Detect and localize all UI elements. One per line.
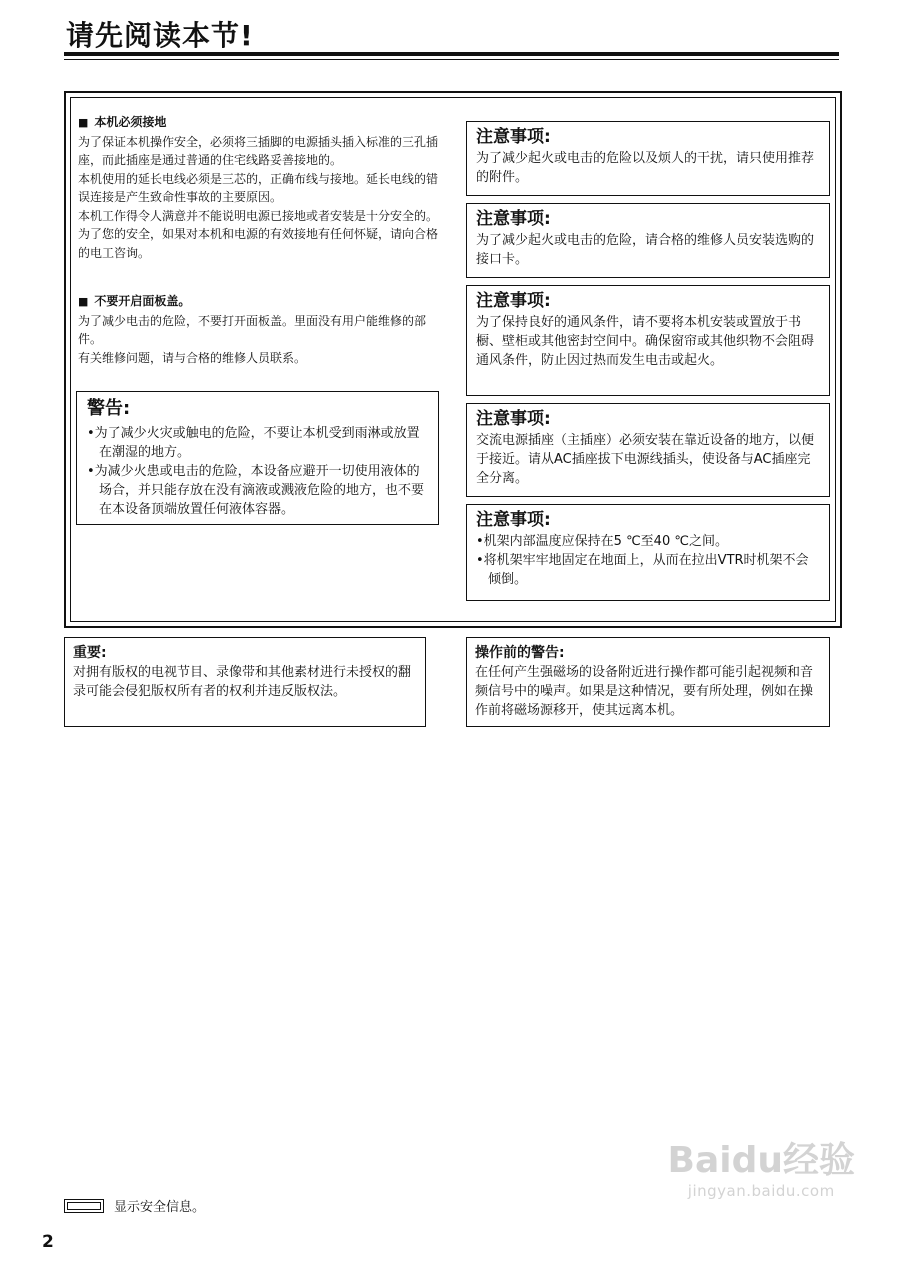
caution-box xyxy=(466,285,830,396)
section-heading: ■ 不要开启面板盖。 xyxy=(78,294,191,308)
important-box xyxy=(64,637,426,727)
section-grounding xyxy=(78,113,438,262)
important-body: 对拥有版权的电视节目、录像带和其他素材进行未授权的翻录可能会侵犯版权所有者的权利并违反版权法。 xyxy=(73,665,412,699)
warning-title: 警告: xyxy=(87,398,131,419)
paragraph: 本机使用的延长电线必须是三芯的，正确布线与接地。延长电线的错误连接是产生致命性事故的主要原因。 xyxy=(78,171,439,204)
legend-text: 显示安全信息。 xyxy=(114,1200,206,1215)
important-title: 重要: xyxy=(73,645,107,661)
square-bullet-icon: ■ xyxy=(78,116,89,129)
caution-bullet: •机架内部温度应保持在5 ℃至40 ℃之间。 xyxy=(476,534,728,549)
paragraph: 本机工作得令人满意并不能说明电源已接地或者安装是十分安全的。 xyxy=(78,208,439,223)
caution-title: 注意事项: xyxy=(476,127,551,147)
watermark-logo: Baidu经验 xyxy=(667,1140,855,1181)
pre-operation-title: 操作前的警告: xyxy=(475,645,565,661)
caution-box xyxy=(466,403,830,497)
section-heading: ■ 本机必须接地 xyxy=(78,115,167,129)
page-number: 2 xyxy=(42,1232,54,1252)
caution-title: 注意事项: xyxy=(476,209,551,229)
paragraph: 为了减少电击的危险，不要打开面板盖。里面没有用户能维修的部件。 xyxy=(78,313,427,346)
paragraph: 为了保证本机操作安全，必须将三插脚的电源插头插入标准的三孔插座，而此插座是通过普通的住宅线路妥善接地的。 xyxy=(78,134,439,167)
safety-frame-symbol-icon xyxy=(64,1199,104,1213)
caution-box xyxy=(466,203,830,278)
caution-body: 交流电源插座（主插座）必须安装在靠近设备的地方，以便于接近。请从AC插座拔下电源线插头，使设备与AC插座完全分离。 xyxy=(476,433,815,486)
section-cover xyxy=(78,292,438,367)
warning-box xyxy=(76,391,439,525)
square-bullet-icon: ■ xyxy=(78,295,89,308)
page-title: 请先阅读本节! xyxy=(66,19,254,52)
watermark-url: jingyan.baidu.com xyxy=(687,1182,835,1200)
caution-bullet: •将机架牢牢地固定在地面上，从而在拉出VTR时机架不会倾倒。 xyxy=(476,553,809,587)
title-rule xyxy=(64,52,839,56)
legend xyxy=(64,1196,205,1215)
caution-box xyxy=(466,504,830,601)
title-rule-thin xyxy=(64,59,839,60)
paragraph: 有关维修问题，请与合格的维修人员联系。 xyxy=(78,350,307,365)
caution-title: 注意事项: xyxy=(476,291,551,311)
warning-bullet: •为了减少火灾或触电的危险，不要让本机受到雨淋或放置在潮湿的地方。 xyxy=(87,426,420,460)
pre-operation-warning-box xyxy=(466,637,830,727)
watermark xyxy=(668,1140,855,1200)
paragraph: 为了您的安全，如果对本机和电源的有效接地有任何怀疑，请向合格的电工咨询。 xyxy=(78,227,439,260)
caution-body: 为了减少起火或电击的危险以及烦人的干扰，请只使用推荐的附件。 xyxy=(476,151,815,185)
caution-title: 注意事项: xyxy=(476,409,551,429)
caution-body: 为了减少起火或电击的危险，请合格的维修人员安装选购的接口卡。 xyxy=(476,233,815,267)
caution-box xyxy=(466,121,830,196)
caution-body: 为了保持良好的通风条件，请不要将本机安装或置放于书橱、壁柜或其他密封空间中。确保窗帘或其他织物不会阻碍通风条件，防止因过热而发生电击或起火。 xyxy=(476,315,815,368)
pre-operation-body: 在任何产生强磁场的设备附近进行操作都可能引起视频和音频信号中的噪声。如果是这种情况，要有所处理，例如在操作前将磁场源移开，使其远离本机。 xyxy=(475,665,814,718)
caution-title: 注意事项: xyxy=(476,510,551,530)
warning-bullet: •为减少火患或电击的危险，本设备应避开一切使用液体的场合，并只能存放在没有滴液或溅液危险的地方，也不要在本设备顶端放置任何液体容器。 xyxy=(87,464,425,517)
